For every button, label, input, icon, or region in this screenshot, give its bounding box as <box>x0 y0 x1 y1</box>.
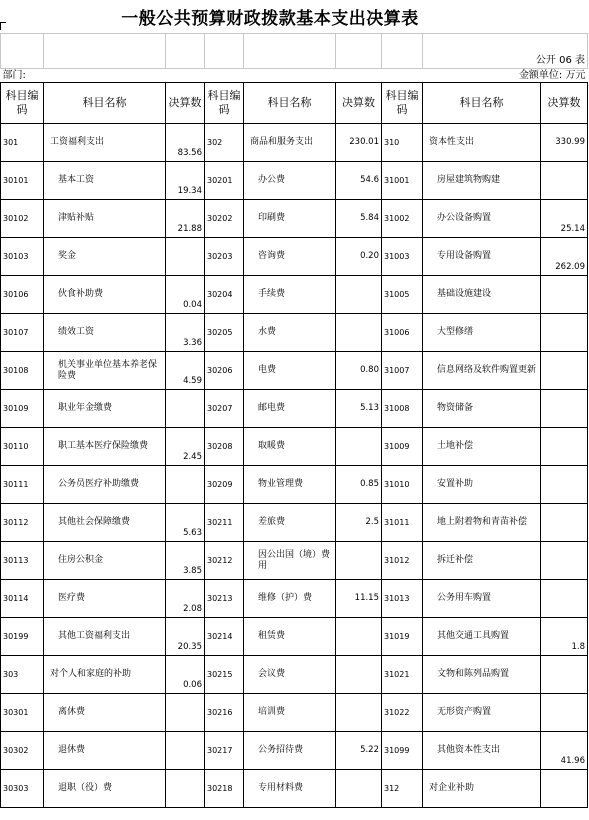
final-amount <box>166 732 205 770</box>
table-row <box>1 580 588 618</box>
subject-code: 30213 <box>205 580 244 618</box>
subject-code: 31022 <box>382 694 423 732</box>
table-row <box>1 732 588 770</box>
final-amount: 21.88 <box>166 200 205 238</box>
final-amount: 5.63 <box>166 504 205 542</box>
final-amount: 0.06 <box>166 656 205 694</box>
subject-name: 公务招待费 <box>244 732 336 770</box>
subject-code: 30101 <box>1 162 44 200</box>
subject-name: 大型修缮 <box>423 314 541 352</box>
subject-code: 30199 <box>1 618 44 656</box>
subject-name: 手续费 <box>244 276 336 314</box>
subject-name: 其他工资福利支出 <box>44 618 166 656</box>
header-amount: 决算数 <box>541 83 588 124</box>
subject-name: 取暖费 <box>244 428 336 466</box>
subject-name: 物业管理费 <box>244 466 336 504</box>
table-row <box>1 618 588 656</box>
subject-code: 30217 <box>205 732 244 770</box>
subject-code: 30110 <box>1 428 44 466</box>
subject-code: 31006 <box>382 314 423 352</box>
final-amount <box>336 314 382 352</box>
subject-name: 基本工资 <box>44 162 166 200</box>
subject-name: 基础设施建设 <box>423 276 541 314</box>
subject-code: 30216 <box>205 694 244 732</box>
subject-code: 30209 <box>205 466 244 504</box>
subject-name: 培训费 <box>244 694 336 732</box>
final-amount <box>541 352 588 390</box>
subject-name: 奖金 <box>44 238 166 276</box>
subject-name: 职工基本医疗保险缴费 <box>44 428 166 466</box>
final-amount: 5.13 <box>336 390 382 428</box>
table-row <box>1 314 588 352</box>
final-amount <box>541 390 588 428</box>
table-row <box>1 428 588 466</box>
header-row <box>1 83 588 124</box>
subject-name: 拆迁补偿 <box>423 542 541 580</box>
final-amount: 54.6 <box>336 162 382 200</box>
final-amount <box>166 238 205 276</box>
subject-code: 31099 <box>382 732 423 770</box>
subject-name: 咨询费 <box>244 238 336 276</box>
subject-code: 31007 <box>382 352 423 390</box>
subject-code: 30303 <box>1 770 44 808</box>
final-amount: 4.59 <box>166 352 205 390</box>
subject-name: 文物和陈列品购置 <box>423 656 541 694</box>
subject-code: 30206 <box>205 352 244 390</box>
subject-name: 物资储备 <box>423 390 541 428</box>
subject-code: 30211 <box>205 504 244 542</box>
subject-code: 31008 <box>382 390 423 428</box>
blank-row <box>1 34 588 69</box>
final-amount <box>336 770 382 808</box>
final-amount: 1.8 <box>541 618 588 656</box>
subject-code: 31009 <box>382 428 423 466</box>
subject-name: 住房公积金 <box>44 542 166 580</box>
final-amount <box>541 466 588 504</box>
table-row <box>1 542 588 580</box>
subject-name: 信息网络及软件购置更新 <box>423 352 541 390</box>
subject-code: 30302 <box>1 732 44 770</box>
table-number: 公开 06 表 <box>423 34 588 69</box>
subject-name: 对个人和家庭的补助 <box>44 656 166 694</box>
expenditure-table <box>0 33 588 808</box>
subject-name: 资本性支出 <box>423 124 541 162</box>
subject-name: 伙食补助费 <box>44 276 166 314</box>
subject-code: 301 <box>1 124 44 162</box>
subject-name: 租赁费 <box>244 618 336 656</box>
subject-name: 职业年金缴费 <box>44 390 166 428</box>
subject-name: 会议费 <box>244 656 336 694</box>
header-amount: 决算数 <box>166 83 205 124</box>
subject-code: 30218 <box>205 770 244 808</box>
final-amount: 0.85 <box>336 466 382 504</box>
final-amount <box>336 694 382 732</box>
subject-code: 30204 <box>205 276 244 314</box>
final-amount <box>541 428 588 466</box>
subject-code: 30113 <box>1 542 44 580</box>
final-amount: 262.09 <box>541 238 588 276</box>
subject-code: 30215 <box>205 656 244 694</box>
subject-code: 30107 <box>1 314 44 352</box>
table-row <box>1 200 588 238</box>
subject-name: 其他交通工具购置 <box>423 618 541 656</box>
subject-code: 30301 <box>1 694 44 732</box>
final-amount <box>336 542 382 580</box>
header-code: 科目编码 <box>205 83 244 124</box>
header-name: 科目名称 <box>423 83 541 124</box>
final-amount <box>541 276 588 314</box>
subject-name: 无形资产购置 <box>423 694 541 732</box>
cell-corner-marker <box>0 22 6 30</box>
subject-code: 30205 <box>205 314 244 352</box>
subject-code: 31001 <box>382 162 423 200</box>
subject-code: 30106 <box>1 276 44 314</box>
header-name: 科目名称 <box>244 83 336 124</box>
subject-name: 办公设备购置 <box>423 200 541 238</box>
table-row <box>1 390 588 428</box>
subject-name: 商品和服务支出 <box>244 124 336 162</box>
final-amount <box>541 770 588 808</box>
subject-code: 31011 <box>382 504 423 542</box>
subject-name: 公务用车购置 <box>423 580 541 618</box>
final-amount: 11.15 <box>336 580 382 618</box>
final-amount: 20.35 <box>166 618 205 656</box>
subject-name: 房屋建筑物购建 <box>423 162 541 200</box>
subject-name: 绩效工资 <box>44 314 166 352</box>
subject-code: 30201 <box>205 162 244 200</box>
final-amount: 2.45 <box>166 428 205 466</box>
final-amount <box>166 390 205 428</box>
header-code: 科目编码 <box>1 83 44 124</box>
unit-label: 金额单位: 万元 <box>518 70 586 81</box>
table-row <box>1 238 588 276</box>
subject-code: 30114 <box>1 580 44 618</box>
final-amount <box>541 580 588 618</box>
final-amount: 5.84 <box>336 200 382 238</box>
final-amount <box>541 542 588 580</box>
subject-name: 印刷费 <box>244 200 336 238</box>
meta-row <box>1 69 588 83</box>
final-amount: 83.56 <box>166 124 205 162</box>
subject-name: 离休费 <box>44 694 166 732</box>
subject-name: 电费 <box>244 352 336 390</box>
subject-code: 30203 <box>205 238 244 276</box>
table-row <box>1 124 588 162</box>
subject-name: 机关事业单位基本养老保险费 <box>44 352 166 390</box>
subject-code: 30108 <box>1 352 44 390</box>
subject-name: 维修（护）费 <box>244 580 336 618</box>
subject-code: 31003 <box>382 238 423 276</box>
table-row <box>1 276 588 314</box>
subject-name: 专用材料费 <box>244 770 336 808</box>
final-amount: 2.08 <box>166 580 205 618</box>
subject-name: 退职（役）费 <box>44 770 166 808</box>
subject-code: 30212 <box>205 542 244 580</box>
header-code: 科目编码 <box>382 83 423 124</box>
subject-code: 31005 <box>382 276 423 314</box>
final-amount: 0.04 <box>166 276 205 314</box>
subject-name: 差旅费 <box>244 504 336 542</box>
final-amount <box>541 656 588 694</box>
subject-name: 邮电费 <box>244 390 336 428</box>
header-name: 科目名称 <box>44 83 166 124</box>
final-amount <box>541 162 588 200</box>
final-amount: 0.80 <box>336 352 382 390</box>
subject-name: 医疗费 <box>44 580 166 618</box>
subject-name: 津贴补贴 <box>44 200 166 238</box>
subject-name: 其他社会保障缴费 <box>44 504 166 542</box>
subject-name: 土地补偿 <box>423 428 541 466</box>
final-amount: 25.14 <box>541 200 588 238</box>
subject-code: 303 <box>1 656 44 694</box>
subject-code: 31002 <box>382 200 423 238</box>
subject-code: 30109 <box>1 390 44 428</box>
subject-name: 专用设备购置 <box>423 238 541 276</box>
final-amount <box>166 466 205 504</box>
subject-name: 办公费 <box>244 162 336 200</box>
final-amount: 0.20 <box>336 238 382 276</box>
final-amount: 5.22 <box>336 732 382 770</box>
final-amount <box>541 314 588 352</box>
final-amount <box>166 770 205 808</box>
subject-code: 30214 <box>205 618 244 656</box>
subject-code: 31010 <box>382 466 423 504</box>
final-amount <box>541 694 588 732</box>
table-row <box>1 352 588 390</box>
subject-code: 310 <box>382 124 423 162</box>
table-row <box>1 656 588 694</box>
subject-code: 30207 <box>205 390 244 428</box>
table-row <box>1 162 588 200</box>
table-row <box>1 770 588 808</box>
final-amount <box>336 428 382 466</box>
page-title: 一般公共预算财政拨款基本支出决算表 <box>121 9 419 29</box>
subject-name: 对企业补助 <box>423 770 541 808</box>
final-amount: 41.96 <box>541 732 588 770</box>
subject-code: 31021 <box>382 656 423 694</box>
final-amount: 3.85 <box>166 542 205 580</box>
subject-code: 30102 <box>1 200 44 238</box>
table-row <box>1 466 588 504</box>
subject-code: 30202 <box>205 200 244 238</box>
subject-name: 工资福利支出 <box>44 124 166 162</box>
final-amount: 3.36 <box>166 314 205 352</box>
subject-code: 31012 <box>382 542 423 580</box>
subject-code: 302 <box>205 124 244 162</box>
subject-name: 地上附着物和青苗补偿 <box>423 504 541 542</box>
subject-code: 312 <box>382 770 423 808</box>
table-row <box>1 694 588 732</box>
subject-code: 31013 <box>382 580 423 618</box>
final-amount <box>541 504 588 542</box>
final-amount <box>336 656 382 694</box>
subject-code: 30103 <box>1 238 44 276</box>
subject-name: 公务员医疗补助缴费 <box>44 466 166 504</box>
subject-name: 安置补助 <box>423 466 541 504</box>
final-amount <box>336 276 382 314</box>
subject-name: 退休费 <box>44 732 166 770</box>
final-amount: 230.01 <box>336 124 382 162</box>
subject-code: 30111 <box>1 466 44 504</box>
subject-code: 30208 <box>205 428 244 466</box>
subject-name: 其他资本性支出 <box>423 732 541 770</box>
final-amount: 2.5 <box>336 504 382 542</box>
table-row <box>1 504 588 542</box>
subject-name: 水费 <box>244 314 336 352</box>
header-amount: 决算数 <box>336 83 382 124</box>
final-amount <box>166 694 205 732</box>
department-label: 部门: <box>2 70 26 81</box>
subject-code: 31019 <box>382 618 423 656</box>
final-amount <box>336 618 382 656</box>
subject-code: 30112 <box>1 504 44 542</box>
subject-name: 因公出国（境）费用 <box>244 542 336 580</box>
final-amount: 19.34 <box>166 162 205 200</box>
final-amount: 330.99 <box>541 124 588 162</box>
